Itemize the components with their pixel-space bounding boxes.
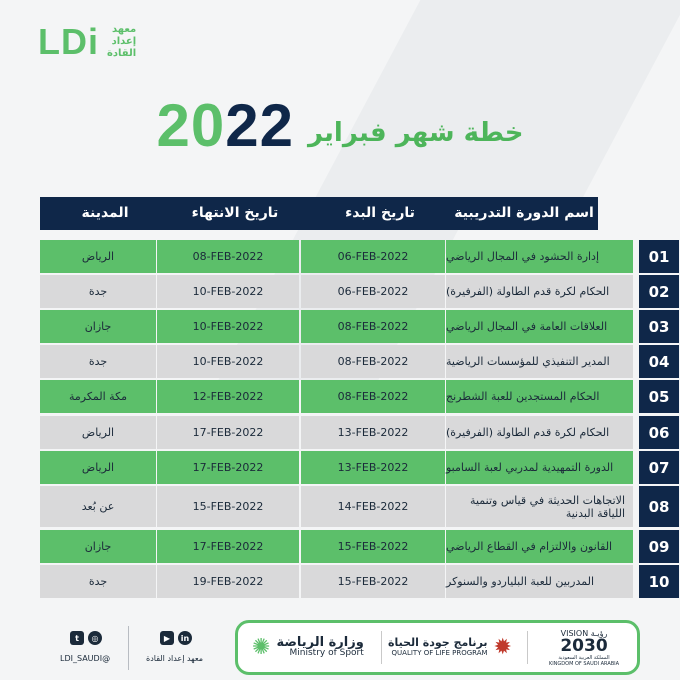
row-course-name: المدير التنفيذي للمؤسسات الرياضية (446, 355, 610, 368)
row-city: الرياض (81, 426, 115, 439)
header-start: تاريخ البدء (345, 205, 415, 221)
table-row (40, 451, 670, 484)
vision-2030-logo (534, 623, 634, 672)
instagram-icon[interactable]: ◎ (88, 631, 102, 645)
row-city: عن بُعد (81, 500, 115, 513)
footer-divider (381, 631, 382, 664)
row-course-name: الاتجاهات الحديثة في قياس وتنمية اللياقة البدنية (470, 493, 625, 520)
logo-line-2: إعداد (111, 36, 137, 47)
row-start-date: 13-FEB-2022 (337, 461, 409, 474)
logo-mark: LDi (38, 21, 99, 62)
row-number: 07 (639, 451, 679, 484)
header-end: تاريخ الانتهاء (191, 205, 279, 221)
table-row (40, 565, 670, 598)
social-icons-left (70, 631, 102, 645)
row-city: جدة (88, 355, 108, 368)
row-start-date: 08-FEB-2022 (337, 320, 409, 333)
table-row (40, 240, 670, 273)
row-number: 01 (639, 240, 679, 273)
youtube-icon[interactable]: ▶ (160, 631, 174, 645)
quality-of-life-logo (388, 623, 523, 672)
table-row (40, 345, 670, 378)
row-end-date: 15-FEB-2022 (192, 500, 264, 513)
row-start-date: 06-FEB-2022 (337, 285, 409, 298)
row-start-date: 06-FEB-2022 (337, 250, 409, 263)
table-row (40, 275, 670, 308)
ministry-of-sport-logo (252, 623, 382, 672)
title-year (156, 92, 294, 159)
row-course-name: الدورة التمهيدية لمدربي لعبة السامبو (446, 461, 614, 474)
twitter-icon[interactable]: t (70, 631, 84, 645)
row-end-date: 10-FEB-2022 (192, 285, 264, 298)
vision-label-en: VISION (560, 628, 589, 638)
qol-name-ar: برنامج جودة الحياة (388, 635, 488, 649)
row-city: جازان (84, 320, 112, 333)
row-end-date: 19-FEB-2022 (192, 575, 264, 588)
linkedin-icon[interactable]: in (178, 631, 192, 645)
row-number: 06 (639, 416, 679, 449)
partner-logos (235, 620, 640, 675)
row-start-date: 08-FEB-2022 (337, 355, 409, 368)
row-city: جدة (88, 575, 108, 588)
header-name: اسم الدورة التدريبية (454, 205, 594, 221)
social-divider (128, 626, 129, 670)
row-course-name: الحكام المستجدين للعبة الشطرنج (446, 390, 600, 403)
table-row (40, 530, 670, 563)
table-row (40, 380, 670, 413)
row-end-date: 17-FEB-2022 (192, 426, 264, 439)
row-city: مكة المكرمة (68, 390, 128, 403)
ldi-logo (38, 21, 137, 62)
table-header (40, 197, 598, 230)
row-number: 03 (639, 310, 679, 343)
row-start-date: 15-FEB-2022 (337, 575, 409, 588)
ministry-name-ar: وزارة الرياضة (276, 634, 364, 650)
row-end-date: 08-FEB-2022 (192, 250, 264, 263)
row-course-name: القانون والالتزام في القطاع الرياضي (446, 540, 613, 553)
row-start-date: 14-FEB-2022 (337, 500, 409, 513)
row-city: الرياض (81, 250, 115, 263)
vision-ksa-ar: المملكة العربية السعودية (558, 654, 610, 661)
vision-year: 2030 (560, 635, 608, 656)
logo-line-3: القادة (107, 48, 137, 59)
row-city: جدة (88, 285, 108, 298)
logo-text (107, 24, 136, 60)
row-course-name: المدربين للعبة البلياردو والسنوكر (446, 575, 595, 588)
row-start-date: 13-FEB-2022 (337, 426, 409, 439)
page-title (0, 92, 680, 159)
footer-divider (527, 631, 528, 664)
header-city: المدينة (81, 205, 129, 221)
qol-emblem-icon: ✹ (493, 635, 512, 660)
title-text: خطة شهر فبراير (307, 118, 524, 148)
row-end-date: 10-FEB-2022 (192, 320, 264, 333)
row-number: 05 (639, 380, 679, 413)
title-year-part-1: 20 (156, 92, 226, 159)
social-handle: @LDI_SAUDI (60, 654, 111, 663)
row-city: الرياض (81, 461, 115, 474)
qol-name-en: QUALITY OF LIFE PROGRAM (391, 648, 488, 657)
row-start-date: 15-FEB-2022 (337, 540, 409, 553)
row-end-date: 12-FEB-2022 (192, 390, 264, 403)
row-number: 09 (639, 530, 679, 563)
row-end-date: 17-FEB-2022 (192, 461, 264, 474)
row-end-date: 17-FEB-2022 (192, 540, 264, 553)
row-number: 04 (639, 345, 679, 378)
row-number: 08 (639, 486, 679, 527)
vision-ksa-en: KINGDOM OF SAUDI ARABIA (548, 660, 620, 667)
row-number: 10 (639, 565, 679, 598)
vision-label-ar: رؤيـة (590, 628, 608, 638)
ministry-emblem-icon: ✺ (252, 635, 271, 660)
social-icons-right (160, 631, 192, 645)
table-row (40, 486, 670, 527)
row-city: جازان (84, 540, 112, 553)
title-year-part-2: 22 (225, 92, 294, 159)
row-course-name: الحكام لكرة قدم الطاولة (الفرفيرة) (446, 285, 610, 298)
row-number: 02 (639, 275, 679, 308)
row-start-date: 08-FEB-2022 (337, 390, 409, 403)
row-course-name: الحكام لكرة قدم الطاولة (الفرفيرة) (446, 426, 610, 439)
ministry-name-en: Ministry of Sport (289, 647, 364, 658)
logo-line-1: معهد (111, 24, 137, 35)
row-course-name: إدارة الحشود في المجال الرياضي (446, 250, 600, 263)
social-org: معهد إعداد القادة (146, 654, 203, 663)
table-row (40, 416, 670, 449)
row-end-date: 10-FEB-2022 (192, 355, 264, 368)
row-course-name: العلاقات العامة في المجال الرياضي (446, 320, 608, 333)
table-row (40, 310, 670, 343)
